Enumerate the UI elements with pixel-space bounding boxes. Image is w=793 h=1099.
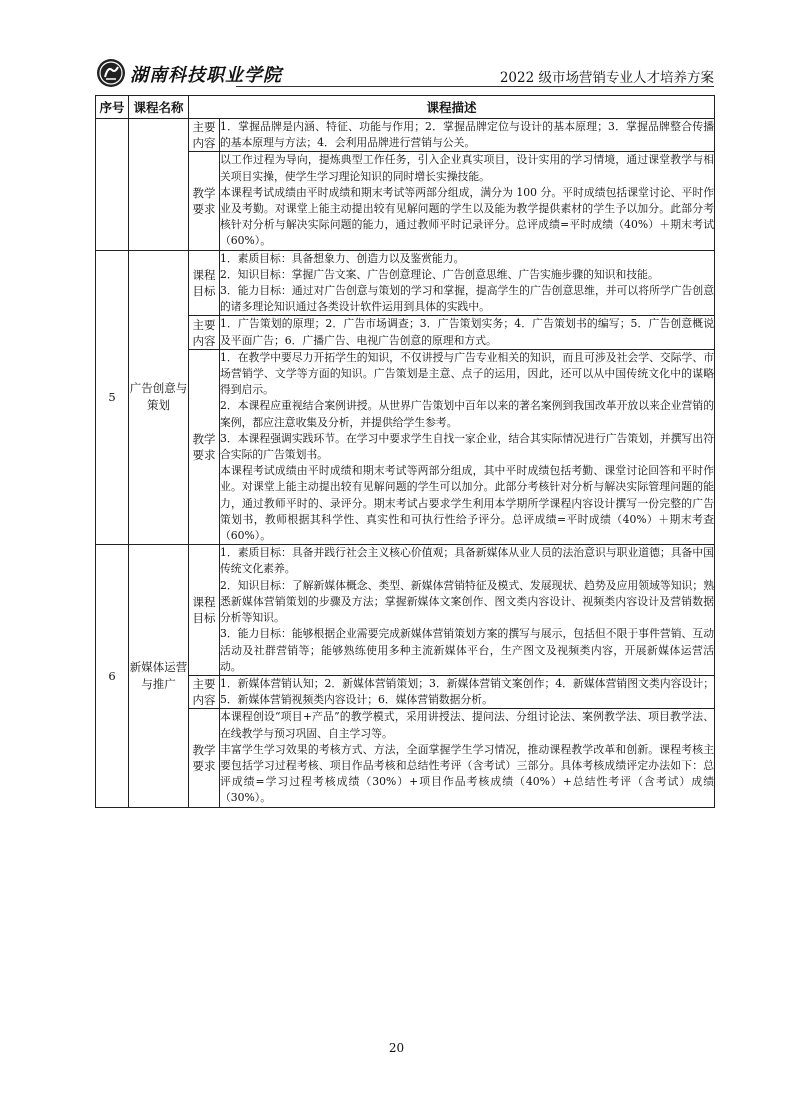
table-row <box>96 675 715 708</box>
school-logo-icon <box>96 58 126 88</box>
course-name-cell: 广告创意与策划 <box>129 250 189 545</box>
table-row <box>96 119 715 152</box>
table-row <box>96 316 715 349</box>
content-desc <box>220 675 715 708</box>
goals-label: 课程目标 <box>189 545 220 676</box>
desc-line: 3．能力目标：通过对广告创意与策划的学习和掌握，提高学生的广告创意思维，并可以将所学广告创意的诸多理论知识通过各类设计软件运用到具体的实践中。 <box>220 284 715 314</box>
course-name-cell: 新媒体运营与推广 <box>129 545 189 807</box>
desc-line: 2．知识目标：了解新媒体概念、类型、新媒体营销特征及模式、发展现状、趋势及应用领域等知识；熟悉新媒体营销策划的步骤及方法；掌握新媒体文案创作、图文类内容设计、视频类内容设计及营销数据分析等知识。 <box>220 578 715 625</box>
content-label: 主要内容 <box>189 675 220 708</box>
desc-line: 以工作过程为导向，提炼典型工作任务，引入企业真实项目，设计实用的学习情境，通过课堂教学与相关项目实操，使学生学习理论知识的同时增长实操技能。 <box>220 153 715 183</box>
table-row <box>96 250 715 316</box>
header-rule <box>236 86 714 87</box>
table-row <box>96 709 715 807</box>
desc-line: 丰富学生学习效果的考核方式、方法，全面掌握学生学习情况，推动课程教学改革和创新。课程考核主要包括学习过程考核、项目作品考核和总结性考评（含考试）三部分。具体考核成绩评定办法如下：总评成绩=学习过程考核成绩（30%）+项目作品考核成绩（40%）+总结性考评（含考试）成绩（30%）。 <box>220 742 715 805</box>
content-desc <box>220 119 715 152</box>
desc-line: 1．新媒体营销认知；2．新媒体营销策划；3．新媒体营销文案创作；4．新媒体营销图文类内容设计；5．新媒体营销视频类内容设计；6．媒体营销数据分析。 <box>220 676 715 707</box>
requirements-desc <box>220 709 715 807</box>
table-row <box>96 152 715 250</box>
table-header-row <box>96 96 715 119</box>
desc-line: 2．知识目标：掌握广告文案、广告创意理论、广告创意思维、广告实施步骤的知识和技能。 <box>220 267 659 281</box>
header-course: 课程名称 <box>129 96 189 119</box>
goals-desc <box>220 545 715 676</box>
course-no-cell <box>96 119 129 251</box>
desc-line: 本课程考试成绩由平时成绩和期末考试等两部分组成，其中平时成绩包括考勤、课堂讨论回答和平时作业。对课堂上能主动提出较有见解问题的学生可以加分。此部分考核针对分析与解决实际管理问题的能力，通过教师平时的、录评分。期末考试占要求学生利用本学期所学课程内容设计撰写一份完整的广告策划书，教师根据其科学性、真实性和可执行性给予评分。总评成绩=平时成绩（40%）＋期末考查（60%）。 <box>220 464 715 543</box>
course-no-cell: 6 <box>96 545 129 807</box>
document-title: 2022 级市场营销专业人才培养方案 <box>499 70 714 86</box>
desc-line: 3．能力目标：能够根据企业需要完成新媒体营销策划方案的撰写与展示，包括但不限于事件营销、互动活动及社群营销等；能够熟练使用多种主流新媒体平台，生产图文及视频类内容，开展新媒体运营活动。 <box>220 627 715 673</box>
header-desc: 课程描述 <box>189 96 715 119</box>
requirements-desc <box>220 349 715 544</box>
requirements-desc <box>220 152 715 250</box>
course-no-cell: 5 <box>96 250 129 545</box>
requirements-label: 教学要求 <box>189 349 220 544</box>
course-table <box>95 95 715 808</box>
requirements-label: 教学要求 <box>189 709 220 807</box>
table-row <box>96 545 715 676</box>
desc-line: 3．本课程强调实践环节。在学习中要求学生自找一家企业，结合其实际情况进行广告策划，并撰写出符合实际的广告策划书。 <box>220 431 715 462</box>
page-number: 20 <box>388 1041 405 1055</box>
desc-line: 1．在教学中要尽力开拓学生的知识，不仅讲授与广告专业相关的知识，而且可涉及社会学、交际学、市场营销学、文学等方面的知识。广告策划是主意、点子的运用，因此，还可以从中国传统文化中的谋略得到启示。 <box>220 350 715 397</box>
desc-line: 本课程创设“项目+产品”的教学模式，采用讲授法、提问法、分组讨论法、案例教学法、项目教学法、在线教学与预习巩固、自主学习等。 <box>220 710 715 740</box>
page-header <box>96 58 714 88</box>
table-row <box>96 349 715 544</box>
content-label: 主要内容 <box>189 119 220 152</box>
desc-line: 本课程考试成绩由平时成绩和期末考试等两部分组成，满分为 100 分。平时成绩包括课堂讨论、平时作业及考勤。对课堂上能主动提出较有见解问题的学生以及能为教学提供素材的学生予以加分。此部分考核针对分析与解决实际问题的能力，通过教师平时记录评分。总评成绩=平时成绩（40%）＋期末考试（60%）。 <box>220 185 715 248</box>
requirements-label: 教学要求 <box>189 152 220 250</box>
goals-label: 课程目标 <box>189 250 220 316</box>
desc-line: 1．素质目标：具备并践行社会主义核心价值观；具备新媒体从业人员的法治意识与职业道德；具备中国传统文化素养。 <box>220 546 715 576</box>
header-no: 序号 <box>96 96 129 119</box>
desc-line: 1．广告策划的原理；2．广告市场调查；3．广告策划实务；4．广告策划书的编写；5．广告创意概说及平面广告；6．广播广告、电视广告创意的原理和方式。 <box>220 317 715 347</box>
desc-line: 2．本课程应重视结合案例讲授。从世界广告策划中百年以来的著名案例到我国改革开放以来企业营销的案例，都应注意收集及分析，并提供给学生参考。 <box>220 399 715 429</box>
school-name: 湖南科技职业学院 <box>130 65 282 86</box>
goals-desc <box>220 250 715 316</box>
desc-line: 1．掌握品牌是内涵、特征、功能与作用；2．掌握品牌定位与设计的基本原理；3．掌握品牌整合传播的基本原理与方法；4．会利用品牌进行营销与公关。 <box>220 120 715 150</box>
desc-line: 1．素质目标：具备想象力、创造力以及鉴赏能力。 <box>220 251 465 265</box>
content-label: 主要内容 <box>189 316 220 349</box>
course-name-cell <box>129 119 189 251</box>
content-desc <box>220 316 715 349</box>
